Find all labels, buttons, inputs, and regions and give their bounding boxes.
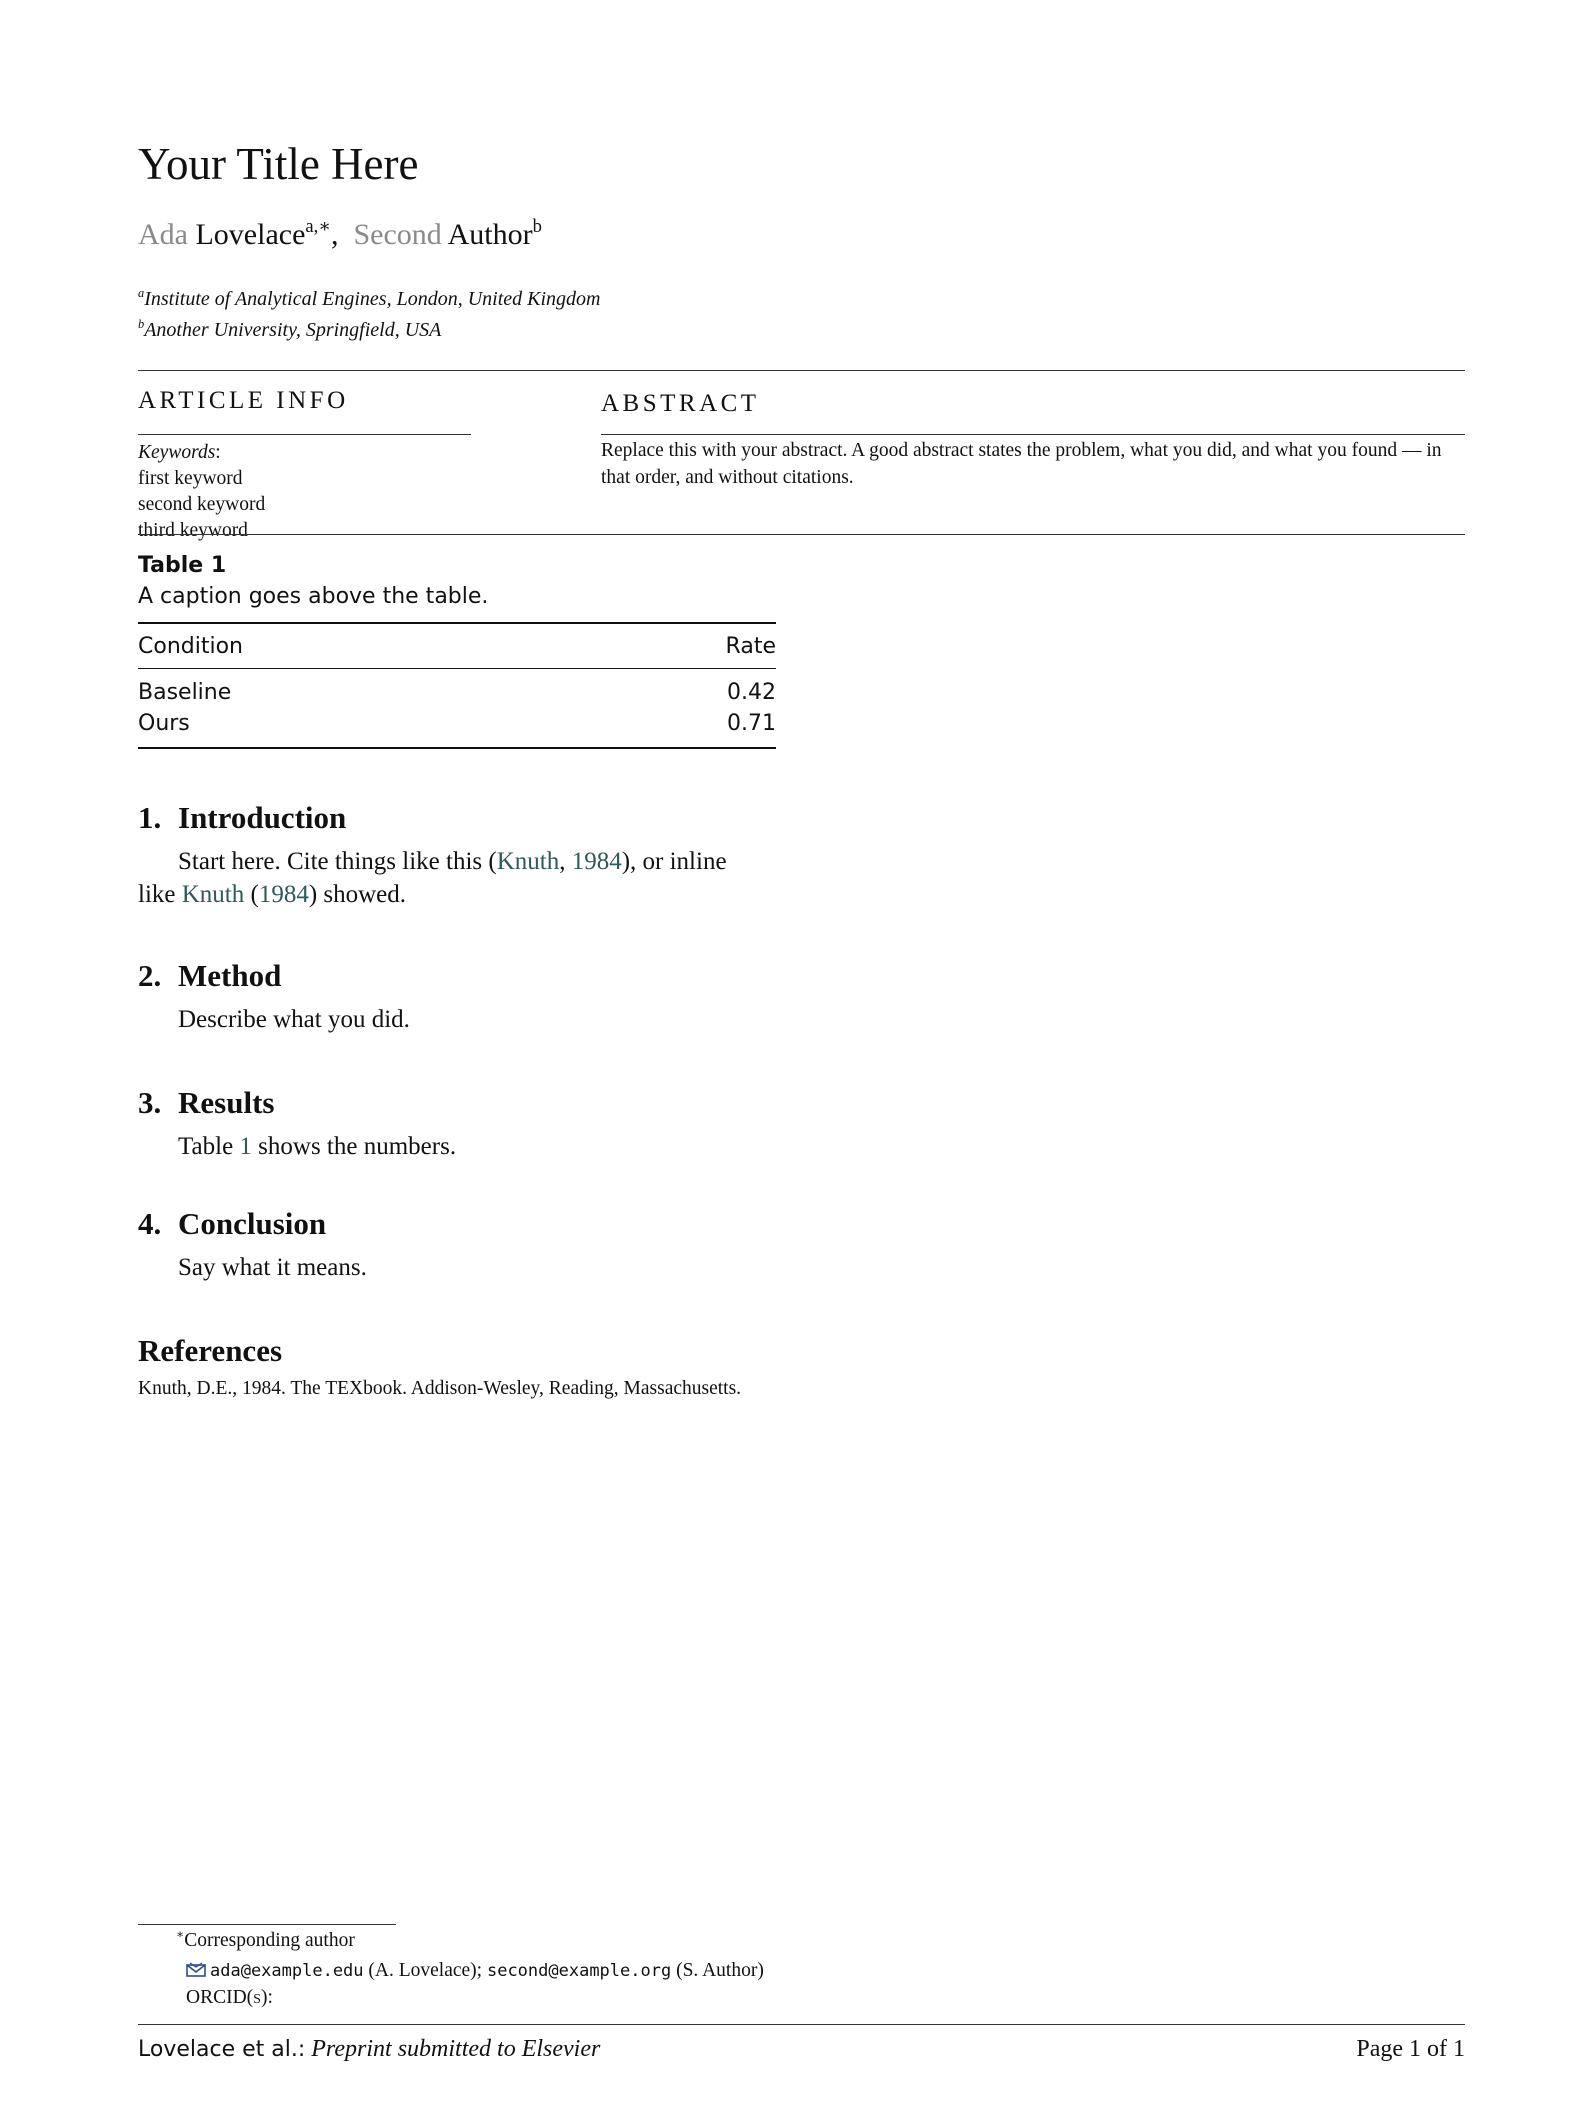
footnote-mark: ∗ [176,1926,185,1941]
section-number: 3. [138,1085,162,1120]
table-cell: Ours [138,711,190,736]
frontmatter-bottom-rule [138,534,1465,535]
author-affiliation-mark: b [532,216,542,238]
keywords-label: Keywords: [138,442,221,463]
table-cell: 0.42 [727,680,776,705]
email-link[interactable]: ada@example.edu [210,1961,364,1981]
section-heading [138,1206,326,1242]
email-line [186,1960,764,1982]
footer-rule [138,2024,1465,2025]
article-info-rule [138,434,471,435]
abstract-text: Replace this with your abstract. A good abstract states the problem, what you did, and what you found — in that order, and without citations. [601,440,1442,488]
footnote-rule [138,1924,396,1925]
keywords-label-text: Keywords [138,442,216,463]
results-table [138,622,776,749]
affiliation-mark: b [138,316,145,331]
table-ref-link[interactable]: 1 [239,1133,252,1160]
email-owner: (S. Author) [671,1960,764,1981]
citation-year-link[interactable]: 1984 [258,881,309,908]
table-caption: A caption goes above the table. [138,584,489,609]
references-heading: References [138,1333,283,1368]
author-first-name: Second [353,218,442,251]
author-last-name: Lovelace [195,218,306,251]
affiliation-text: Institute of Analytical Engines, London, United Kingdom [144,288,601,310]
intro-text: ( [244,881,259,908]
table-row [138,708,776,748]
table-row [138,669,776,709]
intro-text: , [559,848,572,875]
intro-text: Start here. Cite things like this ( [178,848,497,875]
author-last-name: Author [447,218,533,251]
paper-title: Your Title Here [138,139,419,189]
section-number: 2. [138,958,162,993]
table-header-row [138,623,776,669]
section-title: Method [178,958,282,993]
corresponding-author-note [176,1926,355,1952]
section-title: Conclusion [178,1206,327,1241]
intro-paragraph-line [178,848,727,876]
results-text: shows the numbers. [251,1133,457,1160]
affiliation-mark: a [138,285,145,300]
affiliation-text: Another University, Springfield, USA [144,319,442,341]
section-number: 4. [138,1206,162,1241]
results-text: Table [178,1133,240,1160]
intro-text: ) showed. [308,881,407,908]
reference-item: Knuth, D.E., 1984. The TEXbook. Addison-Wesley, Reading, Massachusetts. [138,1378,742,1399]
section-heading [138,958,281,994]
results-paragraph [178,1133,456,1161]
section-paragraph: Say what it means. [178,1254,367,1281]
author-list: Ada Lovelace$^{a,∗}$, Second Author$^b$ [138,216,542,251]
author-affiliation-mark: a,∗ [305,216,331,238]
table-header-cell: Rate [725,633,776,659]
section-heading [138,800,346,836]
table-cell: Baseline [138,680,232,705]
orcid-line: ORCID(s): [186,1987,273,2008]
table-label: Table 1 [138,553,227,578]
abstract-rule [601,434,1465,435]
intro-text: ), or inline [621,848,727,875]
table-cell: 0.71 [727,711,776,736]
intro-paragraph-line [138,881,406,909]
abstract-heading: ABSTRACT [601,390,760,417]
article-info-heading: ARTICLE INFO [138,387,349,414]
citation-author-link[interactable]: Knuth [496,848,560,875]
author-first-name: Ada [138,218,188,251]
section-number: 1. [138,800,162,835]
citation-year-link[interactable]: 1984 [571,848,622,875]
intro-text: like [138,881,182,908]
section-heading [138,1085,274,1121]
section-paragraph: Describe what you did. [178,1006,410,1033]
frontmatter-top-rule [138,370,1465,371]
footnote-label: Corresponding author [184,1930,355,1951]
citation-author-link[interactable]: Knuth [181,881,245,908]
running-footer-left [138,2036,600,2063]
keyword: third keyword [138,520,248,541]
section-title: Introduction [178,800,347,835]
footer-authors: Lovelace et al.: [138,2037,306,2062]
email-owner: (A. Lovelace); [363,1960,487,1981]
page-number: Page 1 of 1 [1356,2036,1465,2062]
keyword: first keyword [138,468,243,489]
table-header-cell: Condition [138,633,243,659]
footer-journal: Preprint submitted to Elsevier [311,2036,601,2062]
envelope-icon [186,1961,206,1976]
email-link[interactable]: second@example.org [486,1961,672,1981]
affiliation [138,316,442,342]
keyword: second keyword [138,494,266,515]
affiliation [138,285,601,311]
section-title: Results [178,1085,275,1120]
